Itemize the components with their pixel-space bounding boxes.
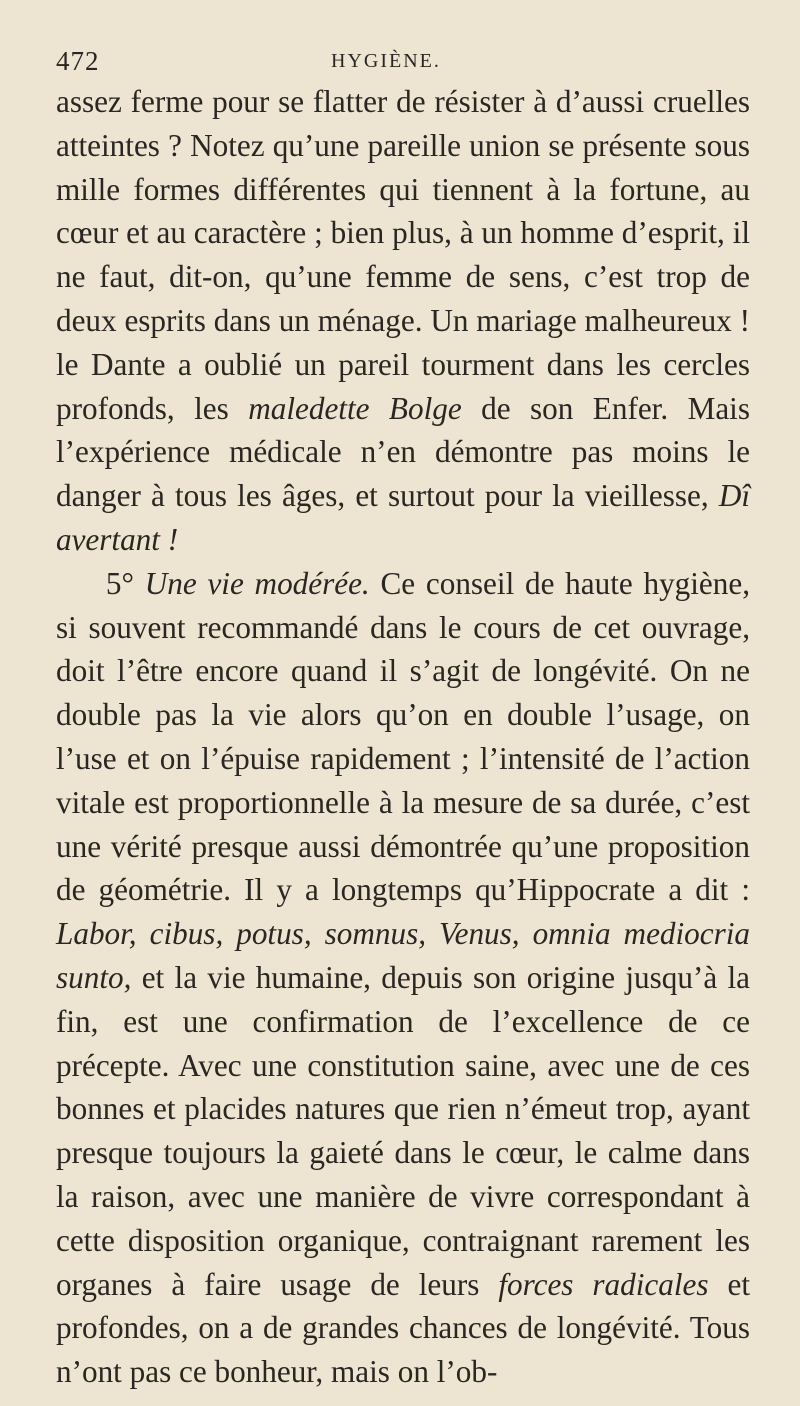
text-run: et la vie humaine, depuis son origine jusqu’à la fin, est une confirmation de l’excellence de ce précepte. Avec une constitution saine, avec une de ces bonnes et placides natures que rien n’émeut trop, ayant presque toujours la gaieté dans le cœur, le calme dans la raison, avec une manière de vivre correspondant à cette disposition organique, contraignant rarement les organes à faire usage de leurs (56, 959, 750, 1302)
paragraph-2 (56, 562, 750, 1394)
paragraph-1 (56, 80, 750, 562)
italic-text: Dî avertant ! (56, 478, 750, 557)
text-run: et profondes, on a de grandes chances de longévité. Tous n’ont pas ce bonheur, mais on l’ob- (56, 1266, 750, 1390)
running-title: HYGIÈNE. (331, 50, 441, 72)
text-run: Ce conseil de haute hygiène, si souvent recommandé dans le cours de cet ouvrage, doit l’être encore quand il s’agit de longévité. On ne double pas la vie alors qu’on en double l’usage, on l’use et on l’épuise rapidement ; l’intensité de l’action vitale est proportionnelle à la mesure de sa durée, c’est une vérité presque aussi démontrée qu’une proposition de géométrie. Il y a longtemps qu’Hippocrate a dit : (56, 565, 750, 908)
text-run: de son Enfer. Mais l’expérience médicale n’en démontre pas moins le danger à tous les âges, et surtout pour la vieillesse, (56, 390, 750, 514)
italic-text: maledette Bolge (248, 390, 462, 426)
page-header (56, 40, 750, 80)
body-text (56, 80, 750, 1394)
text-run: assez ferme pour se flatter de résister à d’aussi cruelles atteintes ? Notez qu’une pareille union se présente sous mille formes différentes qui tiennent à la fortune, au cœur et au caractère ; bien plus, à un homme d’esprit, il ne faut, dit-on, qu’une femme de sens, c’est trop de deux esprits dans un ménage. Un mariage malheureux ! le Dante a oublié un pareil tourment dans les cercles profonds, les (56, 84, 750, 426)
text-run: 5° (105, 565, 145, 601)
page-number: 472 (56, 46, 100, 76)
italic-text: Une vie modérée. (144, 565, 370, 601)
italic-text: forces radicales (498, 1266, 709, 1302)
italic-text: Labor, cibus, potus, somnus, Venus, omnia mediocria sunto, (56, 916, 750, 995)
